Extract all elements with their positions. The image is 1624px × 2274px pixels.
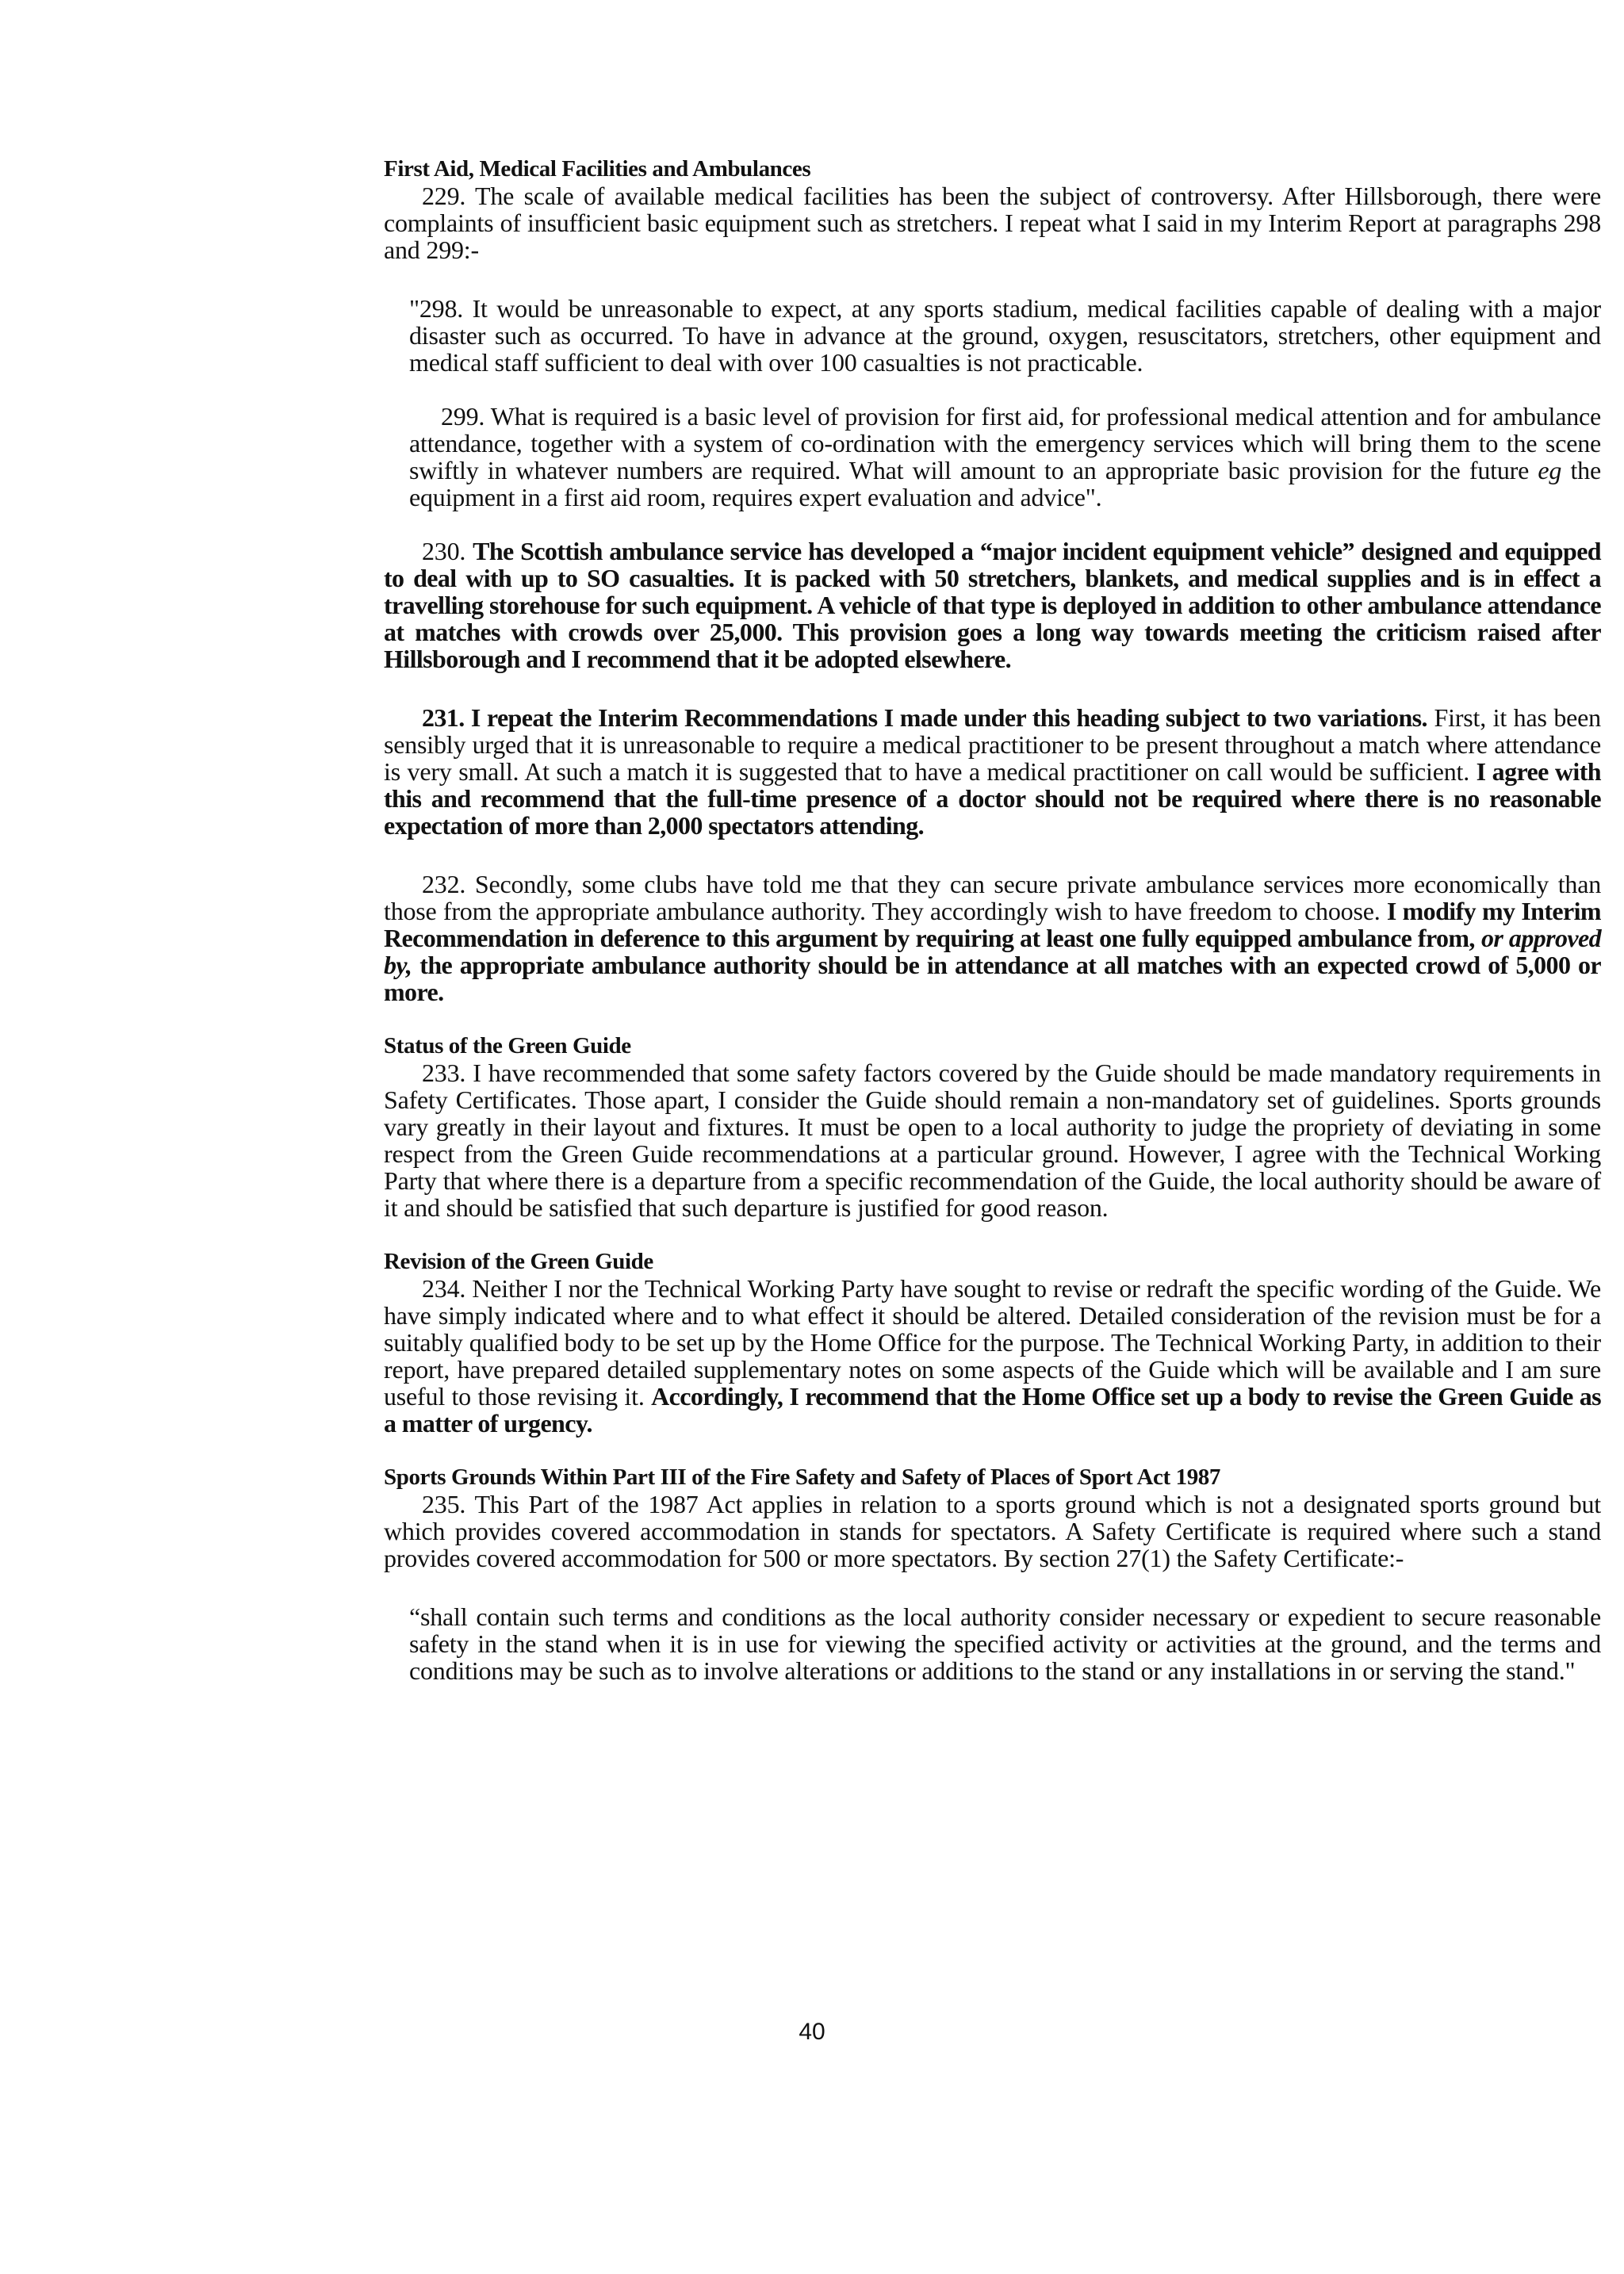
document-page: [384, 155, 1601, 1684]
paragraph-232: 232. Secondly, some clubs have told me that they can secure private ambulance services more economically than those from the appropriate ambulance authority. They accordingly wish to have freedom to choose. I modify my Interim Recommendation in deference to this argument by requiring at least one fully equipped ambulance from, or approved by, the appropriate ambulance authority should be in attendance at all matches with an expected crowd of 5,000 or more.: [384, 870, 1601, 1006]
page-number: 40: [799, 2019, 825, 2045]
paragraph-233: 233. I have recommended that some safety factors covered by the Guide should be made mandatory requirements in Safety Certificates. Those apart, I consider the Guide should remain a non-mandatory set of guidelines. Sports grounds vary greatly in their layout and fixtures. It must be open to a local authority to judge the propriety of deviating in some respect from the Green Guide recommendations at a particular ground. However, I agree with the Technical Working Party that where there is a departure from a specific recommendation of the Guide, the local authority should be aware of it and should be satisfied that such departure is justified for good reason.: [384, 1059, 1601, 1222]
quoted-safety-certificate-text: “shall contain such terms and conditions as the local authority consider necessary or expedient to secure reasonable safety in the stand when it is in use for viewing the specified activity or activities at the ground, and the terms and conditions may be such as to involve alterations or additions to the stand or any installations in or serving the stand.": [409, 1602, 1601, 1685]
paragraph-231: 231. I repeat the Interim Recommendations I made under this heading subject to two variations. First, it has been sensibly urged that it is unreasonable to require a medical practitioner to be present throughout a match where attendance is very small. At such a match it is suggested that to have a medical practitioner on call would be sufficient. I agree with this and recommend that the full-time presence of a doctor should not be required where there is no reasonable expectation of more than 2,000 spectators attending.: [384, 703, 1601, 840]
heading-revision-green-guide: Revision of the Green Guide: [384, 1249, 653, 1274]
heading-status-green-guide: Status of the Green Guide: [384, 1033, 631, 1059]
paragraph-230: 230. The Scottish ambulance service has developed a “major incident equipment vehicle” designed and equipped to deal with up to SO casualties. It is packed with 50 stretchers, blankets, and medical supplies and is in effect a travelling storehouse for such equipment. A vehicle of that type is deployed in addition to other ambulance attendance at matches with crowds over 25,000. This provision goes a long way towards meeting the criticism raised after Hillsborough and I recommend that it be adopted elsewhere.: [384, 537, 1601, 673]
paragraph-229: 229. The scale of available medical facilities has been the subject of controversy. After Hillsborough, there were complaints of insufficient basic equipment such as stretchers. I repeat what I said in my Interim Report at paragraphs 298 and 299:-: [384, 182, 1601, 264]
paragraph-235: 235. This Part of the 1987 Act applies in relation to a sports ground which is not a designated sports ground but which provides covered accommodation in stands for spectators. A Safety Certificate is required where such a stand provides covered accommodation for 500 or more spectators. By section 27(1) the Safety Certificate:-: [384, 1490, 1601, 1572]
heading-part-iii: Sports Grounds Within Part III of the Fire Safety and Safety of Places of Sport Act 1987: [384, 1464, 1220, 1490]
heading-first-aid: First Aid, Medical Facilities and Ambulances: [384, 156, 811, 182]
quoted-paragraph-298: "298. It would be unreasonable to expect, at any sports stadium, medical facilities capable of dealing with a major disaster such as occurred. To have in advance at the ground, oxygen, resuscitators, stretchers, other equipment and medical staff sufficient to deal with over 100 casualties is not practicable.: [409, 294, 1601, 377]
quotation-interim-report: [409, 295, 1601, 511]
quoted-paragraph-299: 299. What is required is a basic level of provision for first aid, for professional medical attention and for ambulance attendance, together with a system of co-ordination with the emergency services which will bring them to the scene swiftly in whatever numbers are required. What will amount to an appropriate basic provision for the future eg the equipment in a first aid room, requires expert evaluation and advice".: [409, 402, 1601, 511]
quotation-section-27: [409, 1603, 1601, 1684]
paragraph-234: 234. Neither I nor the Technical Working Party have sought to revise or redraft the specific wording of the Guide. We have simply indicated where and to what effect it should be altered. Detailed consideration of the revision must be for a suitably qualified body to be set up by the Home Office for the purpose. The Technical Working Party, in addition to their report, have prepared detailed supplementary notes on some aspects of the Guide which will be available and I am sure useful to those revising it. Accordingly, I recommend that the Home Office set up a body to revise the Green Guide as a matter of urgency.: [384, 1274, 1601, 1438]
